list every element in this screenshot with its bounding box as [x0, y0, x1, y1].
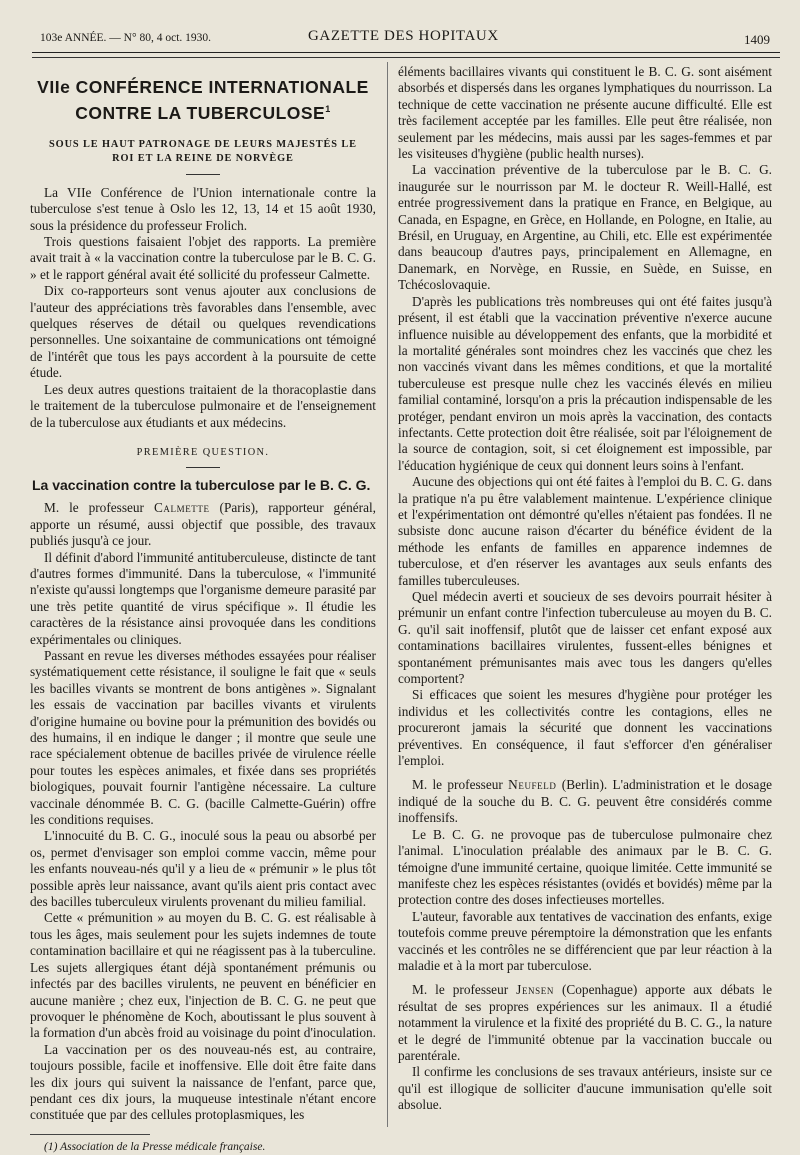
text-run: (Copenhague) apporte aux débats le résultat de ses propres expériences sur les animaux. Il a étudié notamment la virulence et la fixité des propriété du B. C. G., la nature et le degré de l'immunité obtenue par la vaccination buccale ou parentérale. — [398, 982, 772, 1063]
header-rule — [32, 52, 780, 58]
paragraph: L'innocuité du B. C. G., inoculé sous la peau ou absorbé per os, permet d'envisager son emploi comme vaccin, même pour les enfants nouveau-nés qu'il y a lieu de « prémunir » le plus tôt possible après leur naissance, avant qu'ils aient pris contact avec des bacilles tuberculeux virulents provenant du milieu familial. — [30, 828, 376, 910]
paragraph: éléments bacillaires vivants qui constituent le B. C. G. sont aisément absorbés et dispersés dans les organes lymphatiques du nourrisson. La technique de cette vaccination ne présente aucune difficulté. Elle est très facilement acceptée par les familles. Elle peut être réalisée, non seulement par les médecins, mais aussi par les sages-femmes et par les visiteuses d'hygiène (public health nurses). — [398, 64, 772, 162]
article-title-line2: CONTRE LA TUBERCULOSE — [75, 102, 326, 123]
text-run: M. le professeur — [412, 982, 509, 998]
paragraph: Il définit d'abord l'immunité antituberculeuse, distincte de tant d'autres formes d'immunité. Dans la tuberculose, « l'immunité n'existe qu'aussi longtemps que l'organisme demeure parasité par une très petite quantité de virus spécifique ». Il étudie les caractères de la résistance ainsi provoquée dans les conditions expérimentales ou cliniques. — [30, 549, 376, 647]
paragraph — [398, 777, 772, 826]
paragraph: Aucune des objections qui ont été faites à l'emploi du B. C. G. dans la pratique n'a pu être valablement maintenue. L'expérience clinique et l'expérimentation ont démontré qu'elles n'étaient pas fondées. Il ne subsiste donc aucune raison d'écarter du bénéfice évident de la méthode les enfants de familles en apparence indemnes de tuberculose, et d'en réserver les avantages aux seuls enfants des familles tuberculeuses. — [398, 474, 772, 588]
section-rule — [186, 467, 220, 468]
paragraph: Cette « prémunition » au moyen du B. C. G. est réalisable à tous les âges, mais seulement pour les sujets indemnes de toute contamination bacillaire et qui ne réagissent pas à la tuberculine. Les sujets allergiques étant déjà spontanément prémunis ou infectés par des bacilles virulents, ne peuvent en bénéficier en aucune manière ; chez eux, l'injection de B. C. G. ne peut que provoquer le phénomène de Koch, aboutissant le plus souvent à la formation d'un abcès froid au voisinage du point d'inoculation. — [30, 910, 376, 1041]
text-run: M. le professeur — [44, 500, 144, 516]
paragraph: Les deux autres questions traitaient de la thoracoplastie dans le traitement de la tuberculose pulmonaire et de l'enseignement de la tuberculose aux étudiants et aux médecins. — [30, 381, 376, 430]
title-footnote-mark: 1 — [325, 104, 331, 114]
paragraph — [398, 982, 772, 1064]
right-column — [398, 64, 772, 1114]
paragraph: Dix co-rapporteurs sont venus ajouter aux conclusions de l'auteur des appréciations très favorables dans l'ensemble, avec quelques réserves de détail ou quelques revendications personnelles. Une soixantaine de communications ont témoigné de l'intérêt que tous les pays accordent à la poursuite de cette étude. — [30, 283, 376, 381]
paragraph: L'auteur, favorable aux tentatives de vaccination des enfants, exige toutefois comme preuve péremptoire la démonstration que les enfants vaccinés et les contrôles ne se différencient que par leur réaction à la maladie et à la mort par tuberculose. — [398, 908, 772, 973]
patronage-line: SOUS LE HAUT PATRONAGE DE LEURS MAJESTÉS LE ROI ET LA REINE DE NORVÈGE — [49, 138, 357, 164]
article-title-line1: VIIe CONFÉRENCE INTERNATIONALE — [37, 77, 369, 97]
author-name: Calmette — [153, 500, 210, 516]
paragraph: D'après les publications très nombreuses qui ont été faites jusqu'à présent, il est établi que la vaccination préventive n'exerce aucune influence nuisible au développement des enfants, que la morbidité et la mortalité générales sont moindres chez les vaccinés que chez les non vaccinés vivant dans les mêmes conditions, et que la mortalité tuberculeuse est presque nulle chez les vaccinés élevés en milieu familial contaminé, lorsqu'on a pris la précaution indispensable de les protéger, pendant environ un mois après la vaccination, des contacts infectants. Cette protection doit être réalisée, soit par l'éloignement de la source de contagion, soit, si cet éloignement est impossible, par l'éducation hygiénique de ceux qui donnent leurs soins à l'enfant. — [398, 293, 772, 473]
paragraph: Trois questions faisaient l'objet des rapports. La première avait trait à « la vaccination contre la tuberculose par le B. C. G. » et le rapport général avait été sollicité du professeur Calmette. — [30, 234, 376, 282]
paragraph: Le B. C. G. ne provoque pas de tuberculose pulmonaire chez l'animal. L'inoculation préalable des animaux par le B. C. G. témoigne d'une immunité certaine, quoique limitée. Cette immunité se manifeste chez les espèces résistantes (ovidés et bovidés) même par la protection contre des doses infectieuses mortelles. — [398, 826, 772, 908]
column-divider — [387, 62, 388, 1127]
paragraph: Quel médecin averti et soucieux de ses devoirs pourrait hésiter à prémunir un enfant contre l'infection tuberculeuse au moyen du B. C. G. qu'il sait inoffensif, plutôt que de laisser cet enfant exposé aux contaminations bacillaires virulentes, fussent-elles bénignes et spontanément prémunisantes mais avec tous les dangers qu'elles comportent? — [398, 589, 772, 687]
paragraph: La vaccination per os des nouveau-nés est, au contraire, toujours possible, facile et inoffensive. Elle doit être faite dans les dix jours qui suivent la naissance de l'enfant, parce que, pendant ces dix jours, la muqueuse intestinale n'étant encore constituée que par des cellules protoplasmiques, les — [30, 1041, 376, 1123]
author-name: Neufeld — [508, 777, 557, 793]
article-title — [30, 76, 376, 124]
footnote: (1) Association de la Presse médicale française. — [44, 1140, 266, 1153]
paragraph: La VIIe Conférence de l'Union internationale contre la tuberculose s'est tenue à Oslo les 12, 13, 14 et 15 août 1930, sous la présidence du professeur Frolich. — [30, 184, 376, 233]
issue-info: 103e ANNÉE. — N° 80, 4 oct. 1930. — [40, 32, 212, 44]
footnote-rule — [30, 1134, 150, 1135]
paragraph: Si efficaces que soient les mesures d'hygiène pour protéger les individus et les collectivités contre les contagions, elles ne procureront jamais la sécurité que donnent les vaccinations préventives. En conséquence, il faut s'efforcer d'en généraliser l'emploi. — [398, 687, 772, 769]
section-title: La vaccination contre la tuberculose par le B. C. G. — [32, 477, 371, 494]
text-run: (Berlin). L'administration et le dosage indiqué de la souche du B. C. G. peuvent être considérés comme inoffensifs. — [398, 777, 772, 826]
paragraph: La vaccination préventive de la tuberculose par le B. C. G. inaugurée sur le nourrisson par M. le docteur R. Weill-Hallé, est entrée progressivement dans la pratique en France, en Belgique, au Canada, en Espagne, en Grèce, en Hollande, en Pologne, en Italie, au Brésil, en Uruguay, en Argentine, au Chili, etc. Elle est expérimentée dans beaucoup d'autres pays, principalement en Allemagne, en Danemark, en Norvège, en Russie, en Suède, en Suisse, en Tchécoslovaquie. — [398, 162, 772, 293]
paragraph: Passant en revue les diverses méthodes essayées pour réaliser systématiquement cette résistance, il souligne le fait que « seuls les bacilles vivants se montrent de bons antigènes ». Signalant les essais de vaccination par bacilles vivants et virulents d'origine humaine ou bovine pour la prémunition des bovidés ou des humains, il en indique le danger ; il montre que seule une race spécialement obtenue de bacilles privée de virulence réelle pour toutes les espèces animales, et fixée dans ses propriétés biologiques, pouvait fournir l'antigène nécessaire. La culture vaccinale dénommée B. C. G. (bacille Calmette-Guérin) offre les conditions requises. — [30, 647, 376, 828]
left-column — [30, 64, 376, 1155]
paragraph — [30, 500, 376, 549]
text-run: (Paris), rapporteur général, apporte un résumé, aussi objectif que possible, des travaux publiés jusqu'à ce jour. — [30, 500, 377, 549]
journal-title: GAZETTE DES HOPITAUX — [308, 28, 499, 44]
section-label: PREMIÈRE QUESTION. — [136, 446, 270, 458]
title-rule — [186, 174, 220, 175]
running-head — [40, 26, 770, 48]
paragraph: Il confirme les conclusions de ses travaux antérieurs, insiste sur ce qu'il est illogique de solliciter d'aucune immunisation qu'elle soit absolue. — [398, 1064, 772, 1113]
page-number: 1409 — [744, 32, 770, 47]
author-name: Jensen — [516, 982, 554, 998]
text-run: M. le professeur — [412, 777, 503, 793]
